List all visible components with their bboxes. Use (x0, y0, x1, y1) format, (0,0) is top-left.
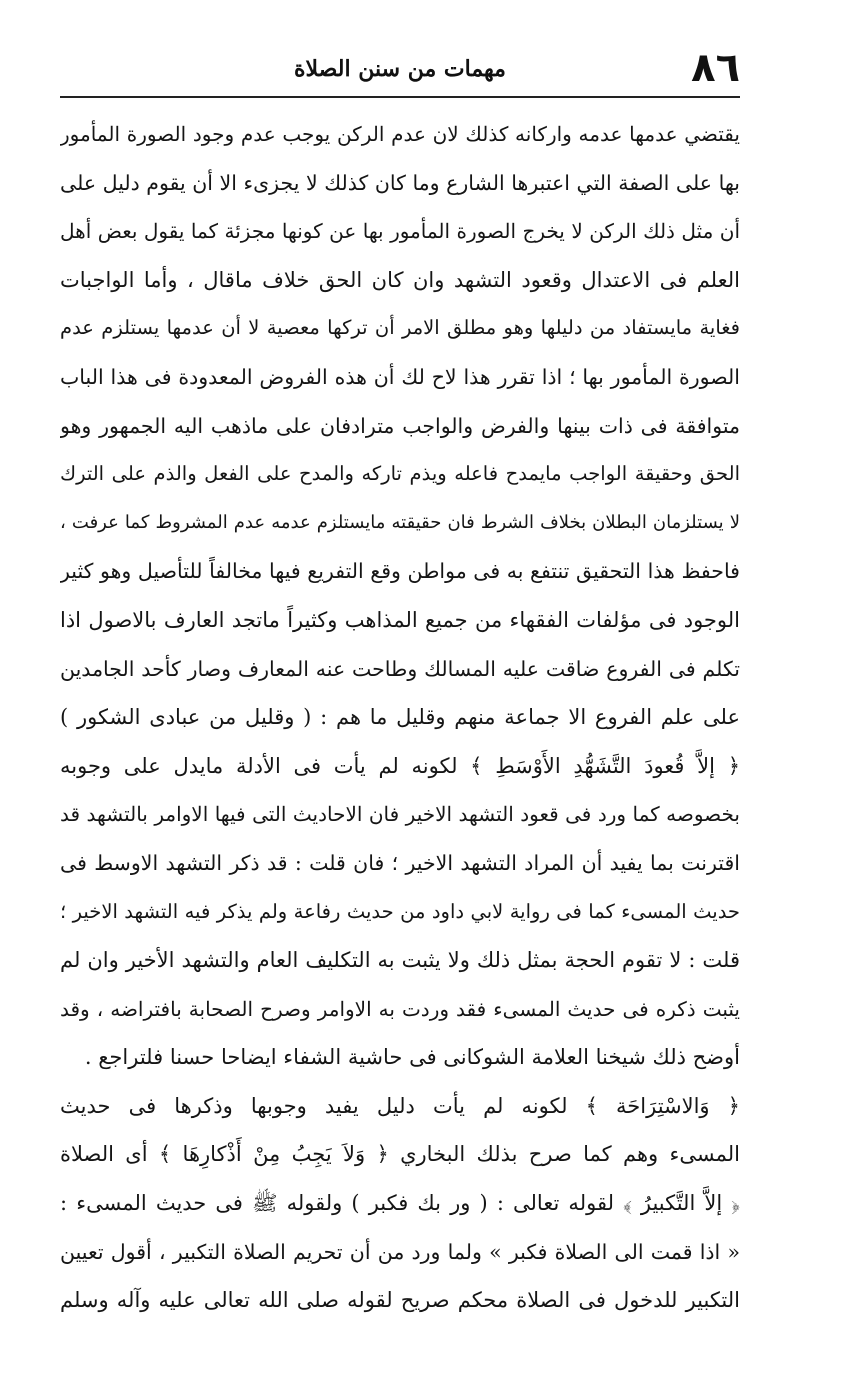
text-line: الوجود فى مؤلفات الفقهاء من جميع المذاهب وكثيراً ماتجد العارف بالاصول اذا (60, 607, 740, 632)
text-line: « اذا قمت الى الصلاة فكبر » ولما ورد من أن تحريم الصلاة التكبير ، أقول تعيين (60, 1239, 740, 1264)
text-line: ﴿ إلاَّ قُعودَ التَّشَهُّدِ الأَوْسَطِ ﴾ لكونه لم يأت فى الأدلة مايدل على وجوبه (60, 753, 740, 778)
text-line: بخصوصه كما ورد فى قعود التشهد الاخير فان الاحاديث التى فيها الاوامر بالتشهد قد (60, 802, 740, 827)
text-line: المسىء وهم كما صرح بذلك البخاري ﴿ وَلاَ يَجِبُ مِنْ أَذْكارِهَا ﴾ أى الصلاة (60, 1142, 740, 1167)
text-line: فغاية مايستفاد من دليلها وهو مطلق الامر أن تركها معصية لا أن عدمها يستلزم عدم (60, 316, 740, 340)
text-line: ﴿ إلاَّ التَّكبيرُ ﴾ لقوله تعالى : ( ور بك فكبر ) ولقوله ﷺ فى حديث المسىء : (60, 1191, 740, 1216)
text-line: تكلم فى الفروع ضاقت عليه المسالك وطاحت عنه المعارف وصار كأحد الجامدين (60, 656, 740, 681)
text-line: أوضح ذلك شيخنا العلامة الشوكانى فى حاشية الشفاء ايضاحا حسنا فلتراجع . (84, 1045, 740, 1070)
text-line: الصورة المأمور بها ؛ اذا تقرر هذا لاح لك أن هذه الفروض المعدودة فى هذا الباب (60, 364, 740, 389)
text-line: اقترنت بما يفيد أن المراد التشهد الاخير ؛ فان قلت : قد ذكر التشهد الاوسط فى (60, 850, 740, 875)
page-number: ٨٦ (691, 45, 740, 91)
body-text (60, 110, 740, 1325)
text-line: يقتضي عدمها عدمه واركانه كذلك لان عدم الركن يوجب عدم وجود الصورة المأمور (60, 122, 740, 146)
text-line: قلت : لا تقوم الحجة بمثل ذلك ولا يثبت به التكليف العام والتشهد الأخير وان لم (60, 948, 740, 973)
text-line: متوافقة فى ذات بينها والفرض والواجب مترادفان على ماذهب اليه الجمهور وهو (60, 413, 740, 438)
text-line: أن مثل ذلك الركن لا يخرج الصورة المأمور بها عن كونها مجزئة كما يقول بعض أهل (60, 219, 740, 244)
text-line: العلم فى الاعتدال وقعود التشهد وان كان الحق خلاف ماقال ، وأما الواجبات (60, 267, 740, 292)
text-line: على علم الفروع الا جماعة منهم وقليل ما هم : ( وقليل من عبادى الشكور ) (60, 705, 740, 730)
header-divider (60, 96, 740, 98)
text-line: فاحفظ هذا التحقيق تنتفع به فى مواطن وقع التفريع فيها مخالفاً للتأصيل وهو كثير (60, 559, 740, 584)
text-line: لا يستلزمان البطلان بخلاف الشرط فان حقيقته مايستلزم عدمه عدم المشروط كما عرفت ، (60, 511, 740, 533)
text-line: حديث المسىء كما فى رواية لابي داود من حديث رفاعة ولم يذكر فيه التشهد الاخير ؛ (60, 899, 740, 923)
text-line: الحق وحقيقة الواجب مايمدح فاعله ويذم تاركه والمدح على الفعل والذم على الترك (60, 462, 740, 486)
running-title: مهمات من سنن الصلاة (294, 56, 506, 82)
page-header (60, 40, 740, 98)
text-line: التكبير للدخول فى الصلاة محكم صريح لقوله صلى الله تعالى عليه وآله وسلم (60, 1288, 740, 1313)
text-line: يثبت ذكره فى حديث المسىء فقد وردت به الاوامر وصرح الصحابة بافتراضه ، وقد (60, 996, 740, 1021)
text-line: ﴿ وَالاسْتِرَاحَة ﴾ لكونه لم يأت دليل يفيد وجوبها وذكرها فى حديث (60, 1093, 740, 1118)
text-line: بها على الصفة التي اعتبرها الشارع وما كان كذلك لا يجزىء الا أن يقوم دليل على (60, 170, 740, 195)
